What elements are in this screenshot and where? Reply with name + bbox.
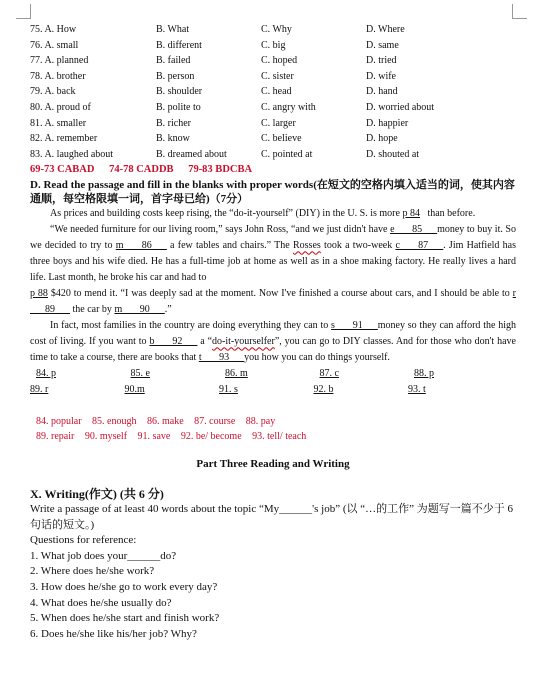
option-c: C. believe xyxy=(261,133,302,145)
passage-text: “We needed furniture for our living room,” says John Ross, “and we just didn't have xyxy=(50,224,391,236)
option-c: C. larger xyxy=(261,117,296,129)
option-d: D. same xyxy=(366,39,399,51)
passage-text: you how you can do things yourself. xyxy=(244,352,390,364)
option-b: B. What xyxy=(156,24,190,35)
passage-text: than before. xyxy=(427,208,476,220)
passage-text: . Jim Hatfield has three boys and his wife died. He has a full-time job at home as well as in a shoe making factory. He really lives a hard life. Last month, he broke his car and had to xyxy=(30,240,516,284)
prompt-text: Write a passage of at least 40 words about the topic “My xyxy=(30,503,280,516)
answer-key-fill-row-2 xyxy=(36,429,516,444)
page-corner-mark-right xyxy=(512,4,527,19)
option-c: C. sister xyxy=(261,70,294,82)
option-d: D. hope xyxy=(366,133,398,145)
spellcheck-word: Rosses xyxy=(292,240,321,252)
passage-text: In fact, most families in the country are doing everything they can to xyxy=(50,320,332,332)
option-a: 78. A. brother xyxy=(30,70,86,82)
option-b: B. richer xyxy=(156,117,191,129)
option-a: 83. A. laughed about xyxy=(30,148,114,160)
passage-text: $420 to mend it. “I was deeply sad at the moment. Now I've finished a course about cars, and I should be able to xyxy=(47,288,513,300)
passage-text: As prices and building costs keep rising, the “do-it-yourself” (DIY) in the U. S. is more xyxy=(50,208,403,220)
blank-93: t ___93___ xyxy=(198,352,245,364)
option-row xyxy=(30,69,516,85)
option-d: D. worried about xyxy=(366,101,435,113)
option-a: 80. A. proud of xyxy=(30,101,91,113)
answer-key-item: 85. enough xyxy=(92,416,137,428)
passage-text: ”, you can go to DIY classes. And for those who don't have time to take a course, there are books that xyxy=(30,336,516,364)
writing-prompt xyxy=(30,502,516,533)
answer-key-item: 84. popular xyxy=(36,416,82,428)
answer-blank: 91. s xyxy=(219,384,238,396)
blank-88: p 88 xyxy=(30,288,48,300)
blank-92: b ___92___ xyxy=(149,336,198,348)
option-b: B. failed xyxy=(156,55,191,67)
answer-group: 79-83 BDCBA xyxy=(188,164,253,176)
blank-86: m ___86___ xyxy=(115,240,167,252)
passage-text: a few tables and chairs.” The xyxy=(166,240,293,252)
option-row xyxy=(30,84,516,100)
passage-text: .” xyxy=(164,304,172,316)
option-b: B. different xyxy=(156,39,202,51)
option-d: D. tried xyxy=(366,55,397,67)
answer-key-item: 86. make xyxy=(147,416,184,428)
option-b: B. person xyxy=(156,70,195,82)
option-d: D. Where xyxy=(366,24,405,35)
option-c: C. pointed at xyxy=(261,148,313,160)
option-row xyxy=(30,22,516,38)
passage-paragraph-2 xyxy=(30,222,516,318)
answer-blank: 90.m xyxy=(124,384,145,396)
passage-text: the car by xyxy=(70,304,115,316)
option-row xyxy=(30,131,516,147)
option-c: C. head xyxy=(261,86,292,98)
answer-blank: 85. e xyxy=(130,368,150,380)
passage-text: money to buy it. So we decided to try to xyxy=(30,224,516,252)
reference-question: 2. Where does he/she work? xyxy=(30,565,155,578)
option-b: B. polite to xyxy=(156,101,201,113)
answer-blank: 88. p xyxy=(414,368,434,380)
prompt-blank: ______ xyxy=(279,503,313,516)
option-c: C. big xyxy=(261,39,286,51)
answer-group: 74-78 CADDB xyxy=(109,164,174,176)
option-a: 75. A. How xyxy=(30,24,77,35)
answer-group: 69-73 CABAD xyxy=(30,164,95,176)
blank-85: e ___85___ xyxy=(390,224,438,236)
option-b: B. dreamed about xyxy=(156,148,227,160)
reference-question: 6. Does he/she like his/her job? Why? xyxy=(30,627,197,640)
option-a: 76. A. small xyxy=(30,39,79,51)
answer-key-item: 93. tell/ teach xyxy=(252,431,307,443)
answer-key-fill-row-1 xyxy=(36,414,516,429)
passage-paragraph-3 xyxy=(30,318,516,366)
option-row xyxy=(30,100,516,116)
answer-key-item: 91. save xyxy=(137,431,171,443)
blank-84: p 84 xyxy=(402,208,420,220)
answer-key-item: 90. myself xyxy=(84,431,128,443)
answer-blank: 89. r xyxy=(30,384,49,396)
reference-label: Questions for reference: xyxy=(30,534,137,547)
options-table xyxy=(30,22,516,162)
option-row xyxy=(30,116,516,132)
option-a: 79. A. back xyxy=(30,86,76,98)
option-row xyxy=(30,38,516,54)
passage-text: took a two-week xyxy=(320,240,396,252)
option-d: D. shouted at xyxy=(366,148,420,160)
answer-key-item: 87. course xyxy=(194,416,236,428)
reference-question: 4. What does he/she usually do? xyxy=(30,596,172,609)
answer-blanks-row-1 xyxy=(30,366,516,382)
spellcheck-word: do-it-yourselfer xyxy=(212,336,275,348)
option-c: C. Why xyxy=(261,24,292,35)
answer-blank: 84. p xyxy=(36,368,56,380)
option-c: C. angry with xyxy=(261,101,316,113)
option-d: D. wife xyxy=(366,70,396,82)
answer-key-item: 89. repair xyxy=(36,431,75,443)
option-a: 82. A. remember xyxy=(30,133,98,145)
document-page xyxy=(30,22,516,642)
blank-91: s ___91___ xyxy=(331,320,378,332)
blank-89: r ___89___ xyxy=(30,288,517,316)
reference-question: 5. When does he/she start and finish work? xyxy=(30,612,220,625)
answer-key-item: 88. pay xyxy=(245,416,276,428)
option-row xyxy=(30,147,516,163)
option-a: 81. A. smaller xyxy=(30,117,87,129)
blank-90: m ___90___ xyxy=(114,304,165,316)
section-d-heading: D. Read the passage and fill in the blanks with proper words(在短文的空格内填入适当的词，使其内容通顺，每空格限填一词，首字母已给)（7分） xyxy=(30,179,515,206)
answer-blanks-row-2 xyxy=(30,382,516,398)
option-c: C. hoped xyxy=(261,55,298,67)
option-d: D. happier xyxy=(366,117,409,129)
option-b: B. know xyxy=(156,133,190,145)
part-three-title: Part Three Reading and Writing xyxy=(196,458,350,471)
passage-text: money so they can afford the high cost of living. If you want to xyxy=(30,320,516,348)
answer-key-mc xyxy=(30,162,516,177)
reference-question: 1. What job does your______do? xyxy=(30,549,177,562)
prompt-text: 's job” (以 “…的工作” 为题写一篇不少于 6 句话的短文。) xyxy=(30,503,514,531)
answer-blank: 87. c xyxy=(319,368,339,380)
option-a: 77. A. planned xyxy=(30,55,89,67)
page-corner-mark-left xyxy=(16,4,31,19)
blank-87: c ___87___ xyxy=(395,240,444,252)
passage-paragraph-1 xyxy=(30,206,516,222)
answer-blank: 92. b xyxy=(313,384,334,396)
option-d: D. hand xyxy=(366,86,398,98)
reference-question: 3. How does he/she go to work every day? xyxy=(30,581,218,594)
writing-heading: X. Writing(作文) (共 6 分) xyxy=(30,487,164,502)
answer-blank: 93. t xyxy=(408,384,426,396)
option-row xyxy=(30,53,516,69)
answer-key-item: 92. be/ become xyxy=(180,431,242,443)
passage-text: a “ xyxy=(197,336,213,348)
answer-blank: 86. m xyxy=(225,368,248,380)
option-b: B. shoulder xyxy=(156,86,203,98)
